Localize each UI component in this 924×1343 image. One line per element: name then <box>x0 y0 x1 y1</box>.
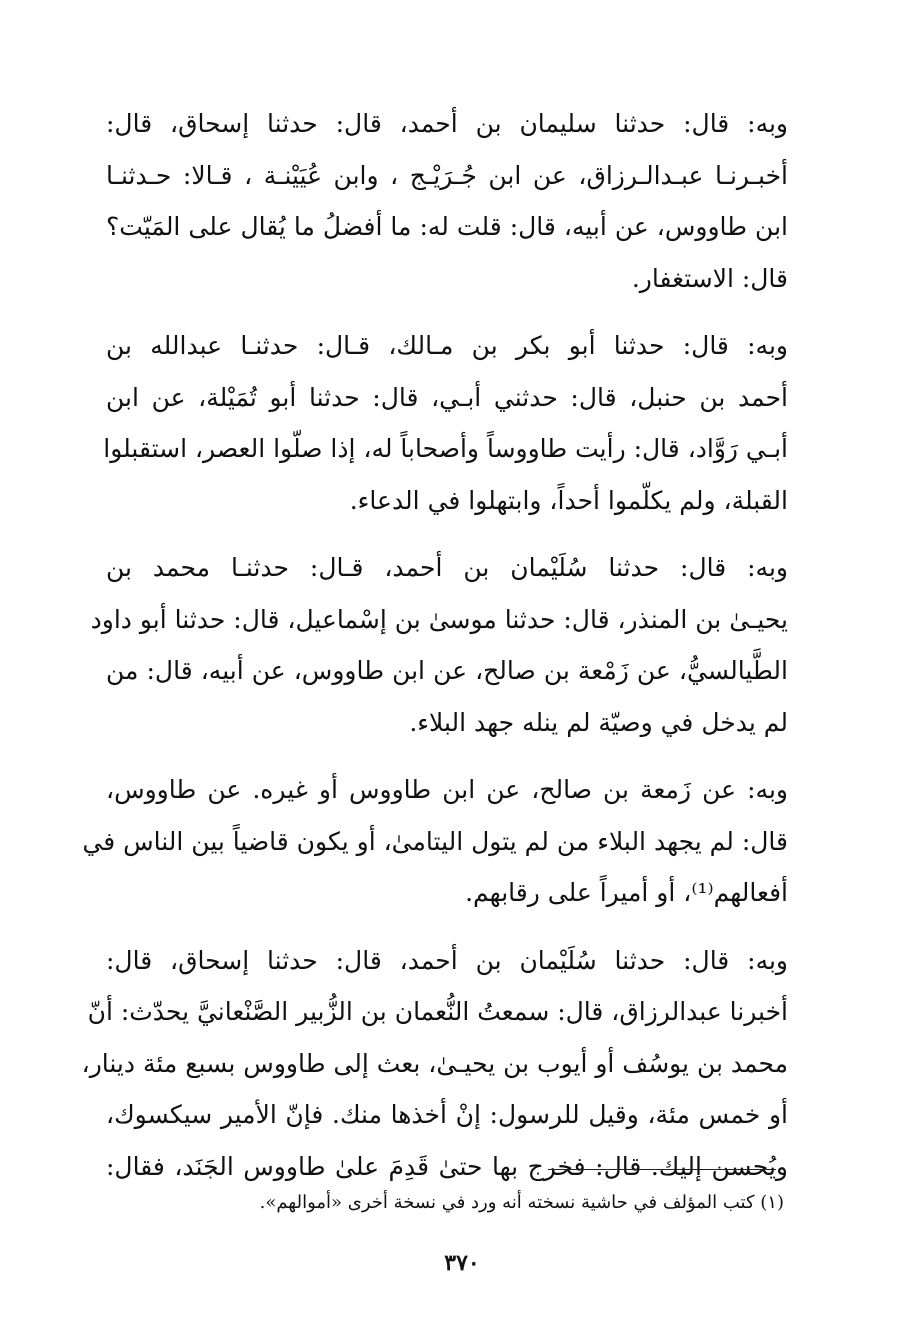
text-line: وبه: قال: حدثنا سليمان بن أحمد، قال: حدثنا إسحاق، قال: <box>106 109 788 138</box>
paragraph-2 <box>103 320 788 526</box>
text-line: قال: الاستغفار. <box>631 263 788 293</box>
text-line: قال: لم يجهد البلاء من لم يتول اليتامىٰ، أو يكون قاضياً بين الناس في <box>82 826 788 856</box>
paragraph-5 <box>81 935 788 1193</box>
text-line: أبـي رَوَّاد، قال: رأيت طاووساً وأصحاباً له، إذا صلّوا العصر، استقبلوا <box>103 434 788 463</box>
text-line: أفعالهم⁽¹⁾، أو أميراً على رقابهم. <box>465 878 788 907</box>
footnote-separator <box>548 1169 776 1170</box>
text-line: محمد بن يوسُف أو أيوب بن يحيـىٰ، بعث إلى طاووس بسبع مئة دينار، <box>81 1048 788 1078</box>
text-line: لم يدخل في وصيّة لم ينله جهد البلاء. <box>409 707 788 737</box>
text-line: أخبـرنـا عبـدالـرزاق، عن ابن جُـرَيْـج ، وابن عُيَيْنـة ، قـالا: حـدثنـا <box>106 160 788 190</box>
text-line: ويُحسن إليك. قال: فخرج بها حتىٰ قَدِمَ علىٰ طاووس الجَنَد، فقال: <box>106 1151 788 1181</box>
text-line: أخبرنا عبدالرزاق، قال: سمعتُ النُّعمان بن الزُّبير الصَّنْعانيَّ يحدّث: أنّ <box>87 997 788 1026</box>
text-line: الطَّيالسيُّ، عن زَمْعة بن صالح، عن ابن طاووس، عن أبيه، قال: من <box>106 656 788 685</box>
text-line: وبه: قال: حدثنا سُلَيْمان بن أحمد، قـال: حدثنـا محمد بن <box>106 553 788 582</box>
text-line: وبه: قال: حدثنا أبو بكر بن مـالك، قـال: حدثنـا عبدالله بن <box>106 331 788 360</box>
text-line: أحمد بن حنبل، قال: حدثني أبـي، قال: حدثنا أبو تُمَيْلة، عن ابن <box>106 382 788 412</box>
text-line: ابن طاووس، عن أبيه، قال: قلت له: ما أفضلُ ما يُقال على المَيّت؟ <box>106 212 788 241</box>
paragraph-4 <box>82 764 788 919</box>
footnote: (١) كتب المؤلف في حاشية نسخته أنه ورد في نسخة أخرى «أموالهم». <box>259 1192 784 1213</box>
paragraph-1 <box>106 98 788 304</box>
text-line: وبه: قال: حدثنا سُلَيْمان بن أحمد، قال: حدثنا إسحاق، قال: <box>106 945 788 975</box>
paragraph-3 <box>90 542 788 748</box>
text-line: وبه: عن زَمعة بن صالح، عن ابن طاووس أو غيره. عن طاووس، <box>106 775 788 804</box>
main-text <box>81 98 788 1208</box>
text-line: القبلة، ولم يكلّموا أحداً، وابتهلوا في الدعاء. <box>349 485 788 515</box>
page-number: ٣٧٠ <box>444 1250 480 1276</box>
text-line: يحيـىٰ بن المنذر، قال: حدثنا موسىٰ بن إسْماعيل، قال: حدثنا أبو داود <box>90 604 788 634</box>
text-line: أو خمس مئة، وقيل للرسول: إنْ أخذها منك. فإنّ الأمير سيكسوك، <box>106 1100 788 1129</box>
